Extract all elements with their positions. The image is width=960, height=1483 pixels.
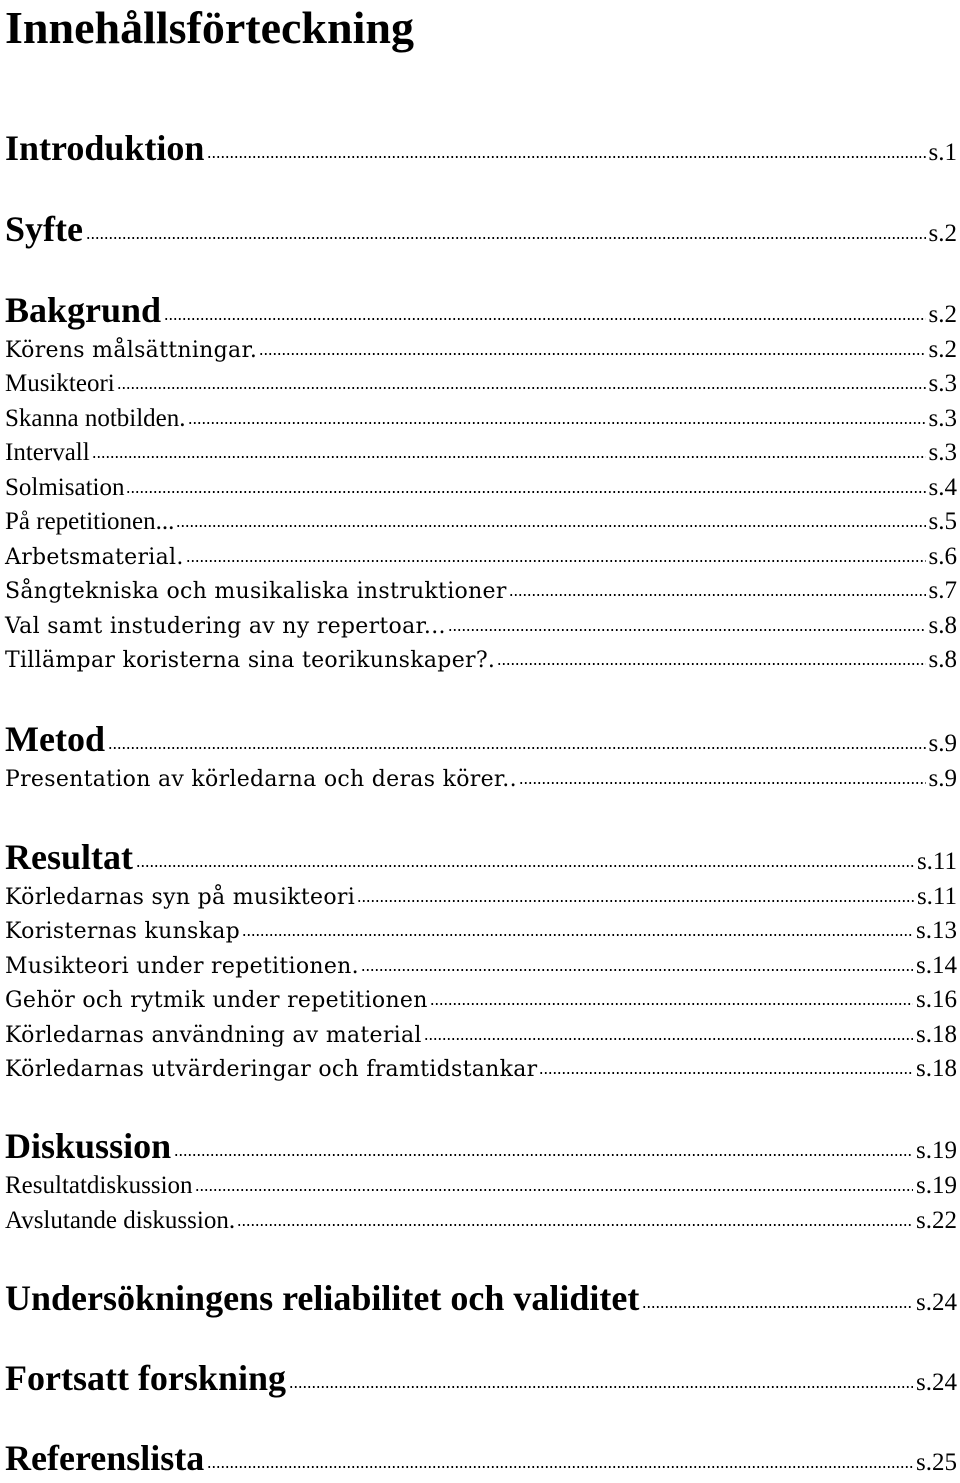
toc-page-number: s.11 (916, 883, 957, 910)
dot-leader (242, 932, 913, 938)
toc-entry-tillampar-koristerna[interactable] (5, 645, 957, 676)
toc-entry-label: Fortsatt forskning (5, 1358, 286, 1398)
dot-leader (237, 1222, 913, 1228)
toc-entry-label: Musikteori (5, 370, 115, 397)
toc-entry-label: Koristernas kunskap (5, 919, 241, 944)
toc-entry-avslutande-diskussion[interactable] (5, 1206, 957, 1236)
dot-leader (86, 235, 926, 241)
toc-entry-label: Gehör och rytmik under repetitionen (5, 988, 428, 1013)
dot-leader (126, 489, 925, 495)
toc-entry-label: Arbetsmaterial. (5, 545, 184, 570)
toc-entry-utvarderingar[interactable] (5, 1054, 957, 1085)
dot-leader (509, 592, 926, 598)
toc-entry-skanna-notbilden[interactable] (5, 404, 957, 434)
dot-leader (207, 1464, 913, 1470)
toc-entry-gehor-och-rytmik[interactable] (5, 985, 957, 1016)
toc-entry-koristernas-kunskap[interactable] (5, 916, 957, 947)
toc-page-number: s.4 (928, 474, 957, 501)
toc-page-number: s.22 (916, 1207, 957, 1234)
toc-page-number: s.9 (928, 730, 957, 757)
toc-entry-label: Sångtekniska och musikaliska instruktioner (5, 579, 507, 604)
dot-leader (259, 351, 925, 357)
toc-page-number: s.19 (916, 1172, 957, 1199)
dot-leader (424, 1036, 913, 1042)
dot-leader (519, 780, 926, 786)
toc-page-number: s.3 (928, 439, 957, 466)
toc-entry-arbetsmaterial[interactable] (5, 542, 957, 573)
toc-entry-label: Skanna notbilden. (5, 405, 186, 432)
toc-page-number: s.13 (916, 917, 957, 944)
toc-page-number: s.8 (928, 646, 957, 673)
toc-entry-musikteori[interactable] (5, 369, 957, 399)
toc-page-number: s.14 (916, 952, 957, 979)
dot-leader (642, 1304, 913, 1310)
dot-leader (176, 523, 925, 529)
toc-entry-label: Körledarnas utvärderingar och framtidstankar (5, 1057, 538, 1082)
toc-entry-label: Metod (5, 719, 105, 759)
toc-heading-bakgrund[interactable] (5, 290, 957, 335)
toc-page-number: s.25 (916, 1449, 957, 1476)
toc-entry-solmisation[interactable] (5, 473, 957, 503)
toc-entry-label: Intervall (5, 439, 90, 466)
toc-heading-introduktion[interactable] (5, 128, 957, 173)
toc-page-number: s.2 (928, 301, 957, 328)
toc-page-number: s.5 (928, 508, 957, 535)
toc-page-number: s.6 (928, 543, 957, 570)
toc-heading-resultat[interactable] (5, 837, 957, 882)
toc-entry-val-samt-instudering[interactable] (5, 611, 957, 642)
dot-leader (174, 1152, 913, 1158)
toc-entry-label: Musikteori under repetitionen. (5, 954, 359, 979)
toc-entry-label: Presentation av körledarna och deras körer.. (5, 767, 517, 792)
toc-heading-reliabilitet-validitet[interactable] (5, 1278, 957, 1323)
dot-leader (108, 745, 926, 751)
toc-page-number: s.8 (928, 612, 957, 639)
toc-page-number: s.19 (916, 1137, 957, 1164)
toc-entry-label: Körledarnas syn på musikteori (5, 885, 356, 910)
toc-entry-presentation-korledarna[interactable] (5, 764, 957, 795)
toc-page-number: s.2 (928, 336, 957, 363)
toc-heading-syfte[interactable] (5, 209, 957, 254)
toc-heading-fortsatt-forskning[interactable] (5, 1358, 957, 1403)
dot-leader (186, 558, 926, 564)
toc-entry-label: Diskussion (5, 1126, 172, 1166)
dot-leader (195, 1187, 914, 1193)
toc-entry-label: Avslutande diskussion. (5, 1207, 236, 1234)
dot-leader (361, 967, 913, 973)
toc-page-number: s.18 (916, 1021, 957, 1048)
toc-page-number: s.2 (928, 220, 957, 247)
toc-entry-label: Körledarnas användning av material (5, 1023, 422, 1048)
toc-entry-label: På repetitionen... (5, 508, 175, 535)
toc-entry-label: Undersökningens reliabilitet och validitet (5, 1278, 640, 1318)
toc-entry-label: Syfte (5, 209, 83, 249)
toc-entry-sangtekniska-instruktioner[interactable] (5, 576, 957, 607)
toc-entry-label: Introduktion (5, 128, 205, 168)
dot-leader (448, 627, 926, 633)
toc-page-number: s.16 (916, 986, 957, 1013)
toc-page-number: s.9 (928, 765, 957, 792)
dot-leader (207, 154, 925, 160)
toc-page-number: s.24 (916, 1369, 957, 1396)
toc-entry-pa-repetitionen[interactable] (5, 507, 957, 537)
toc-page-number: s.24 (916, 1289, 957, 1316)
toc-page-number: s.1 (928, 139, 957, 166)
dot-leader (539, 1070, 913, 1076)
toc-entry-resultatdiskussion[interactable] (5, 1171, 957, 1201)
toc-heading-metod[interactable] (5, 719, 957, 764)
toc-entry-korledarnas-syn[interactable] (5, 882, 957, 913)
dot-leader (497, 661, 925, 667)
toc-page-number: s.7 (928, 577, 957, 604)
toc-entry-label: Solmisation (5, 474, 125, 501)
toc-entry-label: Resultatdiskussion (5, 1172, 193, 1199)
dot-leader (289, 1384, 913, 1390)
toc-entry-label: Tillämpar koristerna sina teorikunskaper?. (5, 648, 496, 673)
toc-entry-korens-malsattningar[interactable] (5, 335, 957, 366)
toc-entry-label: Val samt instudering av ny repertoar... (5, 614, 446, 639)
toc-entry-label: Referenslista (5, 1438, 205, 1478)
toc-entry-anvandning-av-material[interactable] (5, 1020, 957, 1051)
dot-leader (136, 863, 914, 869)
toc-page-number: s.3 (928, 370, 957, 397)
toc-entry-intervall[interactable] (5, 438, 957, 468)
toc-entry-label: Bakgrund (5, 290, 162, 330)
toc-entry-label: Resultat (5, 837, 133, 877)
toc-heading-diskussion[interactable] (5, 1126, 957, 1171)
toc-entry-musikteori-repetitionen[interactable] (5, 951, 957, 982)
dot-leader (357, 898, 914, 904)
dot-leader (117, 385, 926, 391)
toc-entry-label: Körens målsättningar. (5, 338, 258, 363)
dot-leader (430, 1001, 913, 1007)
toc-page-number: s.11 (916, 848, 957, 875)
dot-leader (92, 454, 926, 460)
toc-page-number: s.3 (928, 405, 957, 432)
dot-leader (164, 316, 925, 322)
page-title: Innehållsförteckning (5, 2, 414, 53)
dot-leader (188, 420, 926, 426)
toc-heading-referenslista[interactable] (5, 1438, 957, 1483)
toc-page-number: s.18 (916, 1055, 957, 1082)
